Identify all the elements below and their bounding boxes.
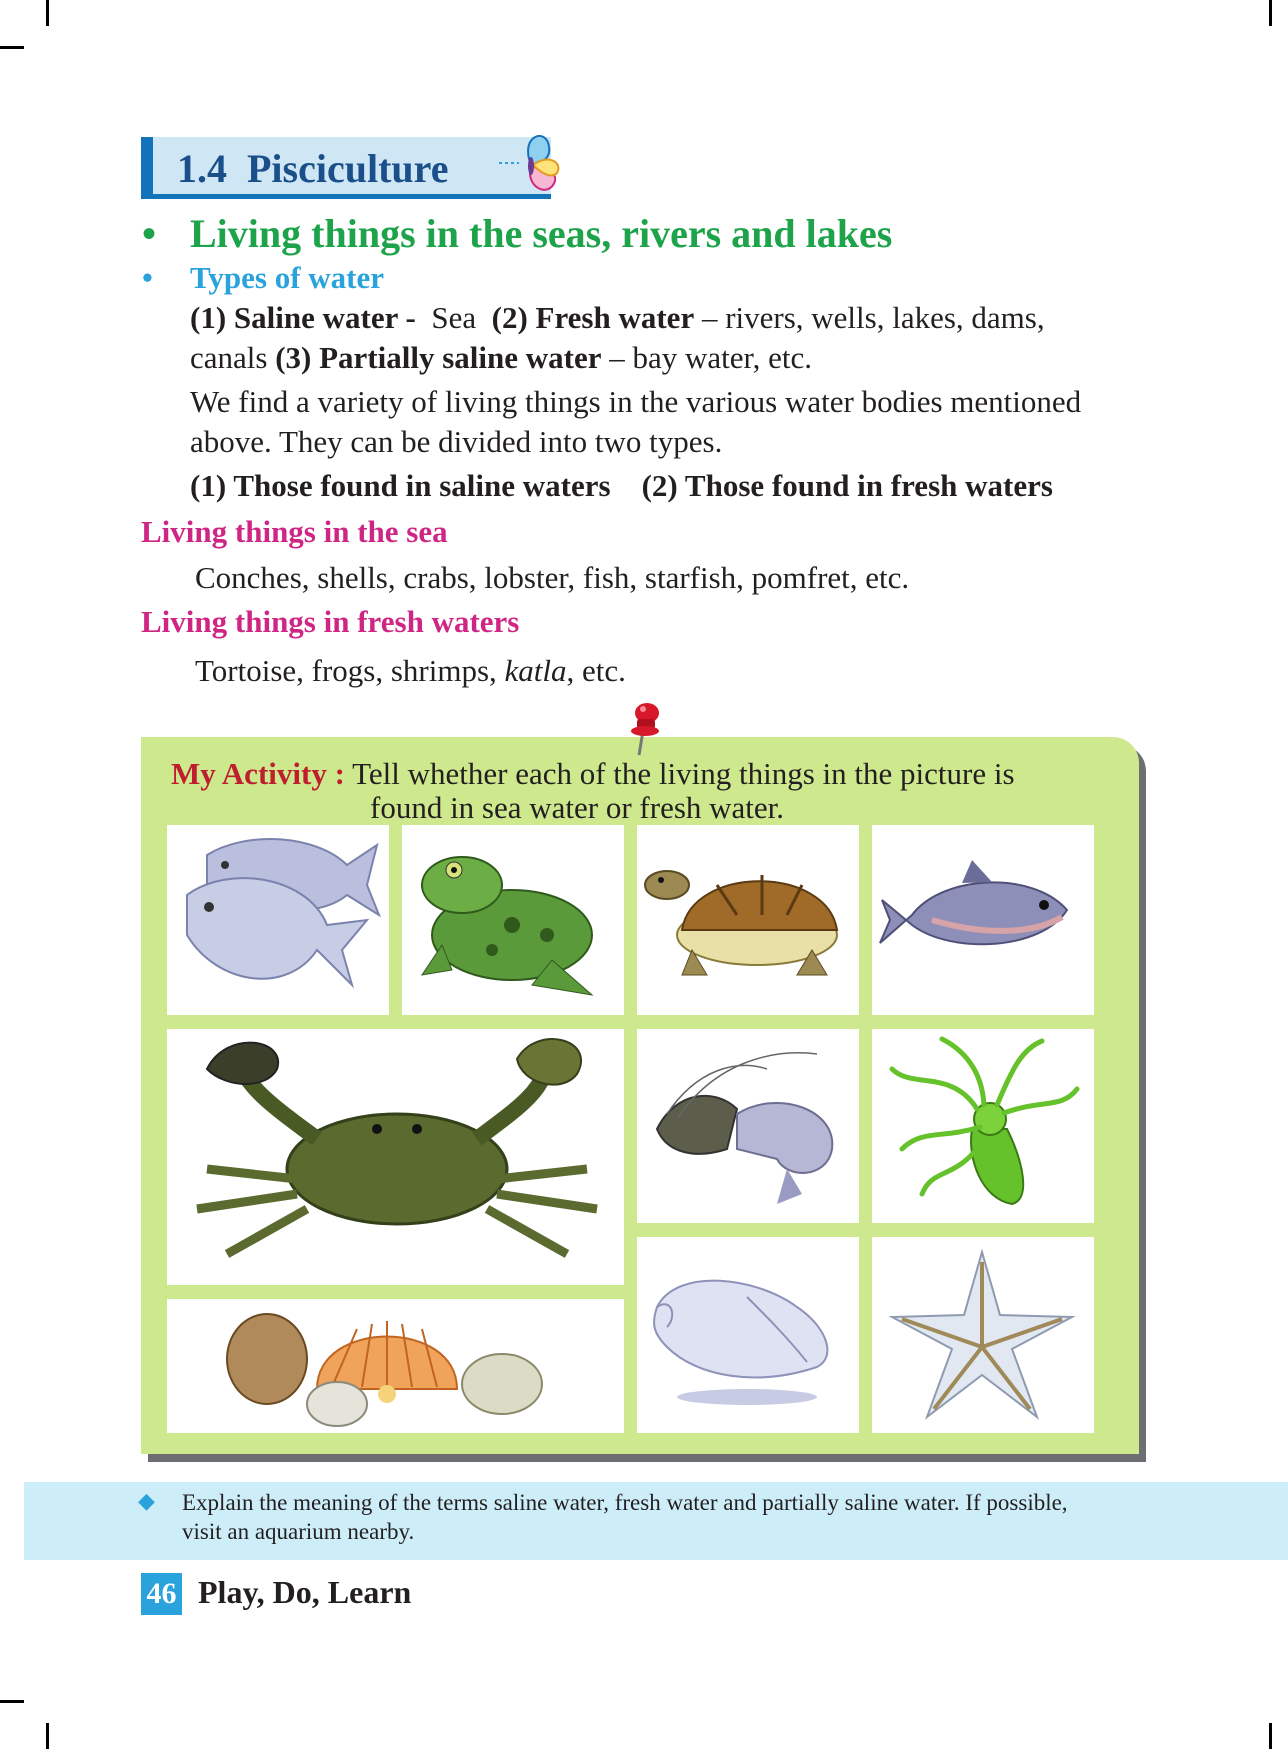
section-heading <box>141 137 551 199</box>
paragraph-line-2: above. They can be divided into two types. <box>190 424 723 459</box>
note-text <box>182 1488 1068 1546</box>
types-bullet-text: Types of water <box>190 260 384 295</box>
fresh-heading: Living things in fresh waters <box>141 604 520 639</box>
note-line-2: visit an aquarium nearby. <box>182 1519 415 1544</box>
types-bullet <box>142 260 384 296</box>
partial-value: – bay water, etc. <box>609 340 812 375</box>
types-line-1 <box>190 298 1150 338</box>
katla-fish-image <box>872 825 1094 1015</box>
section-number: 1.4 <box>177 146 227 191</box>
activity-label: My Activity : <box>171 756 345 791</box>
division-second: (2) Those found in fresh waters <box>641 468 1053 503</box>
frog-image <box>402 825 624 1015</box>
crop-mark <box>46 1723 49 1749</box>
butterfly-icon <box>497 129 569 201</box>
crop-mark <box>1269 0 1272 26</box>
activity-line-1: Tell whether each of the living things in the picture is <box>352 756 1015 791</box>
bullet-dot: • <box>142 260 153 295</box>
division-first: (1) Those found in saline waters <box>190 468 611 503</box>
fresh-value: – rivers, wells, lakes, dams, <box>701 300 1045 335</box>
diamond-bullet-icon: ◆ <box>138 1488 155 1513</box>
activity-panel <box>141 737 1139 1454</box>
section-title <box>177 145 448 192</box>
hydra-image <box>872 1029 1094 1223</box>
activity-instruction <box>171 757 1121 825</box>
note-line-1: Explain the meaning of the terms saline water, fresh water and partially saline water. If possible, <box>182 1490 1068 1515</box>
main-bullet <box>142 210 892 257</box>
pomfret-image <box>167 825 389 1015</box>
sea-items: Conches, shells, crabs, lobster, fish, starfish, pomfret, etc. <box>195 560 910 595</box>
types-line-2 <box>190 338 1150 378</box>
shrimp-image <box>637 1029 859 1223</box>
note-bar <box>24 1482 1288 1560</box>
section-name: Pisciculture <box>247 146 449 191</box>
page-number: 46 <box>141 1573 182 1615</box>
fresh-items-suffix: , etc. <box>566 653 626 688</box>
starfish-image <box>872 1237 1094 1433</box>
crab-image <box>167 1029 624 1285</box>
bullet-dot: • <box>142 211 157 256</box>
paragraph-line-1: We find a variety of living things in the various water bodies mentioned <box>190 384 1082 419</box>
fresh-items <box>195 651 626 691</box>
activity-line-2: found in sea water or fresh water. <box>370 790 785 825</box>
saline-label: (1) Saline water - <box>190 300 416 335</box>
crop-mark <box>0 1700 24 1703</box>
crop-mark <box>0 46 24 49</box>
crop-mark <box>1269 1723 1272 1749</box>
fresh-items-prefix: Tortoise, frogs, shrimps, <box>195 653 497 688</box>
partial-label: (3) Partially saline water <box>275 340 602 375</box>
canals-text: canals <box>190 340 268 375</box>
footer-title: Play, Do, Learn <box>198 1574 412 1610</box>
intro-paragraph <box>190 382 1081 462</box>
fresh-items-italic: katla <box>504 653 567 688</box>
pushpin-icon <box>625 701 665 757</box>
conch-image <box>637 1237 859 1433</box>
types-list <box>190 298 1150 378</box>
saline-value: Sea <box>431 300 477 335</box>
sea-heading: Living things in the sea <box>141 514 448 549</box>
tortoise-image <box>637 825 859 1015</box>
main-bullet-text: Living things in the seas, rivers and lakes <box>190 211 893 256</box>
fresh-label: (2) Fresh water <box>491 300 695 335</box>
shells-image <box>167 1299 624 1433</box>
crop-mark <box>46 0 49 26</box>
division-line <box>190 466 1053 506</box>
